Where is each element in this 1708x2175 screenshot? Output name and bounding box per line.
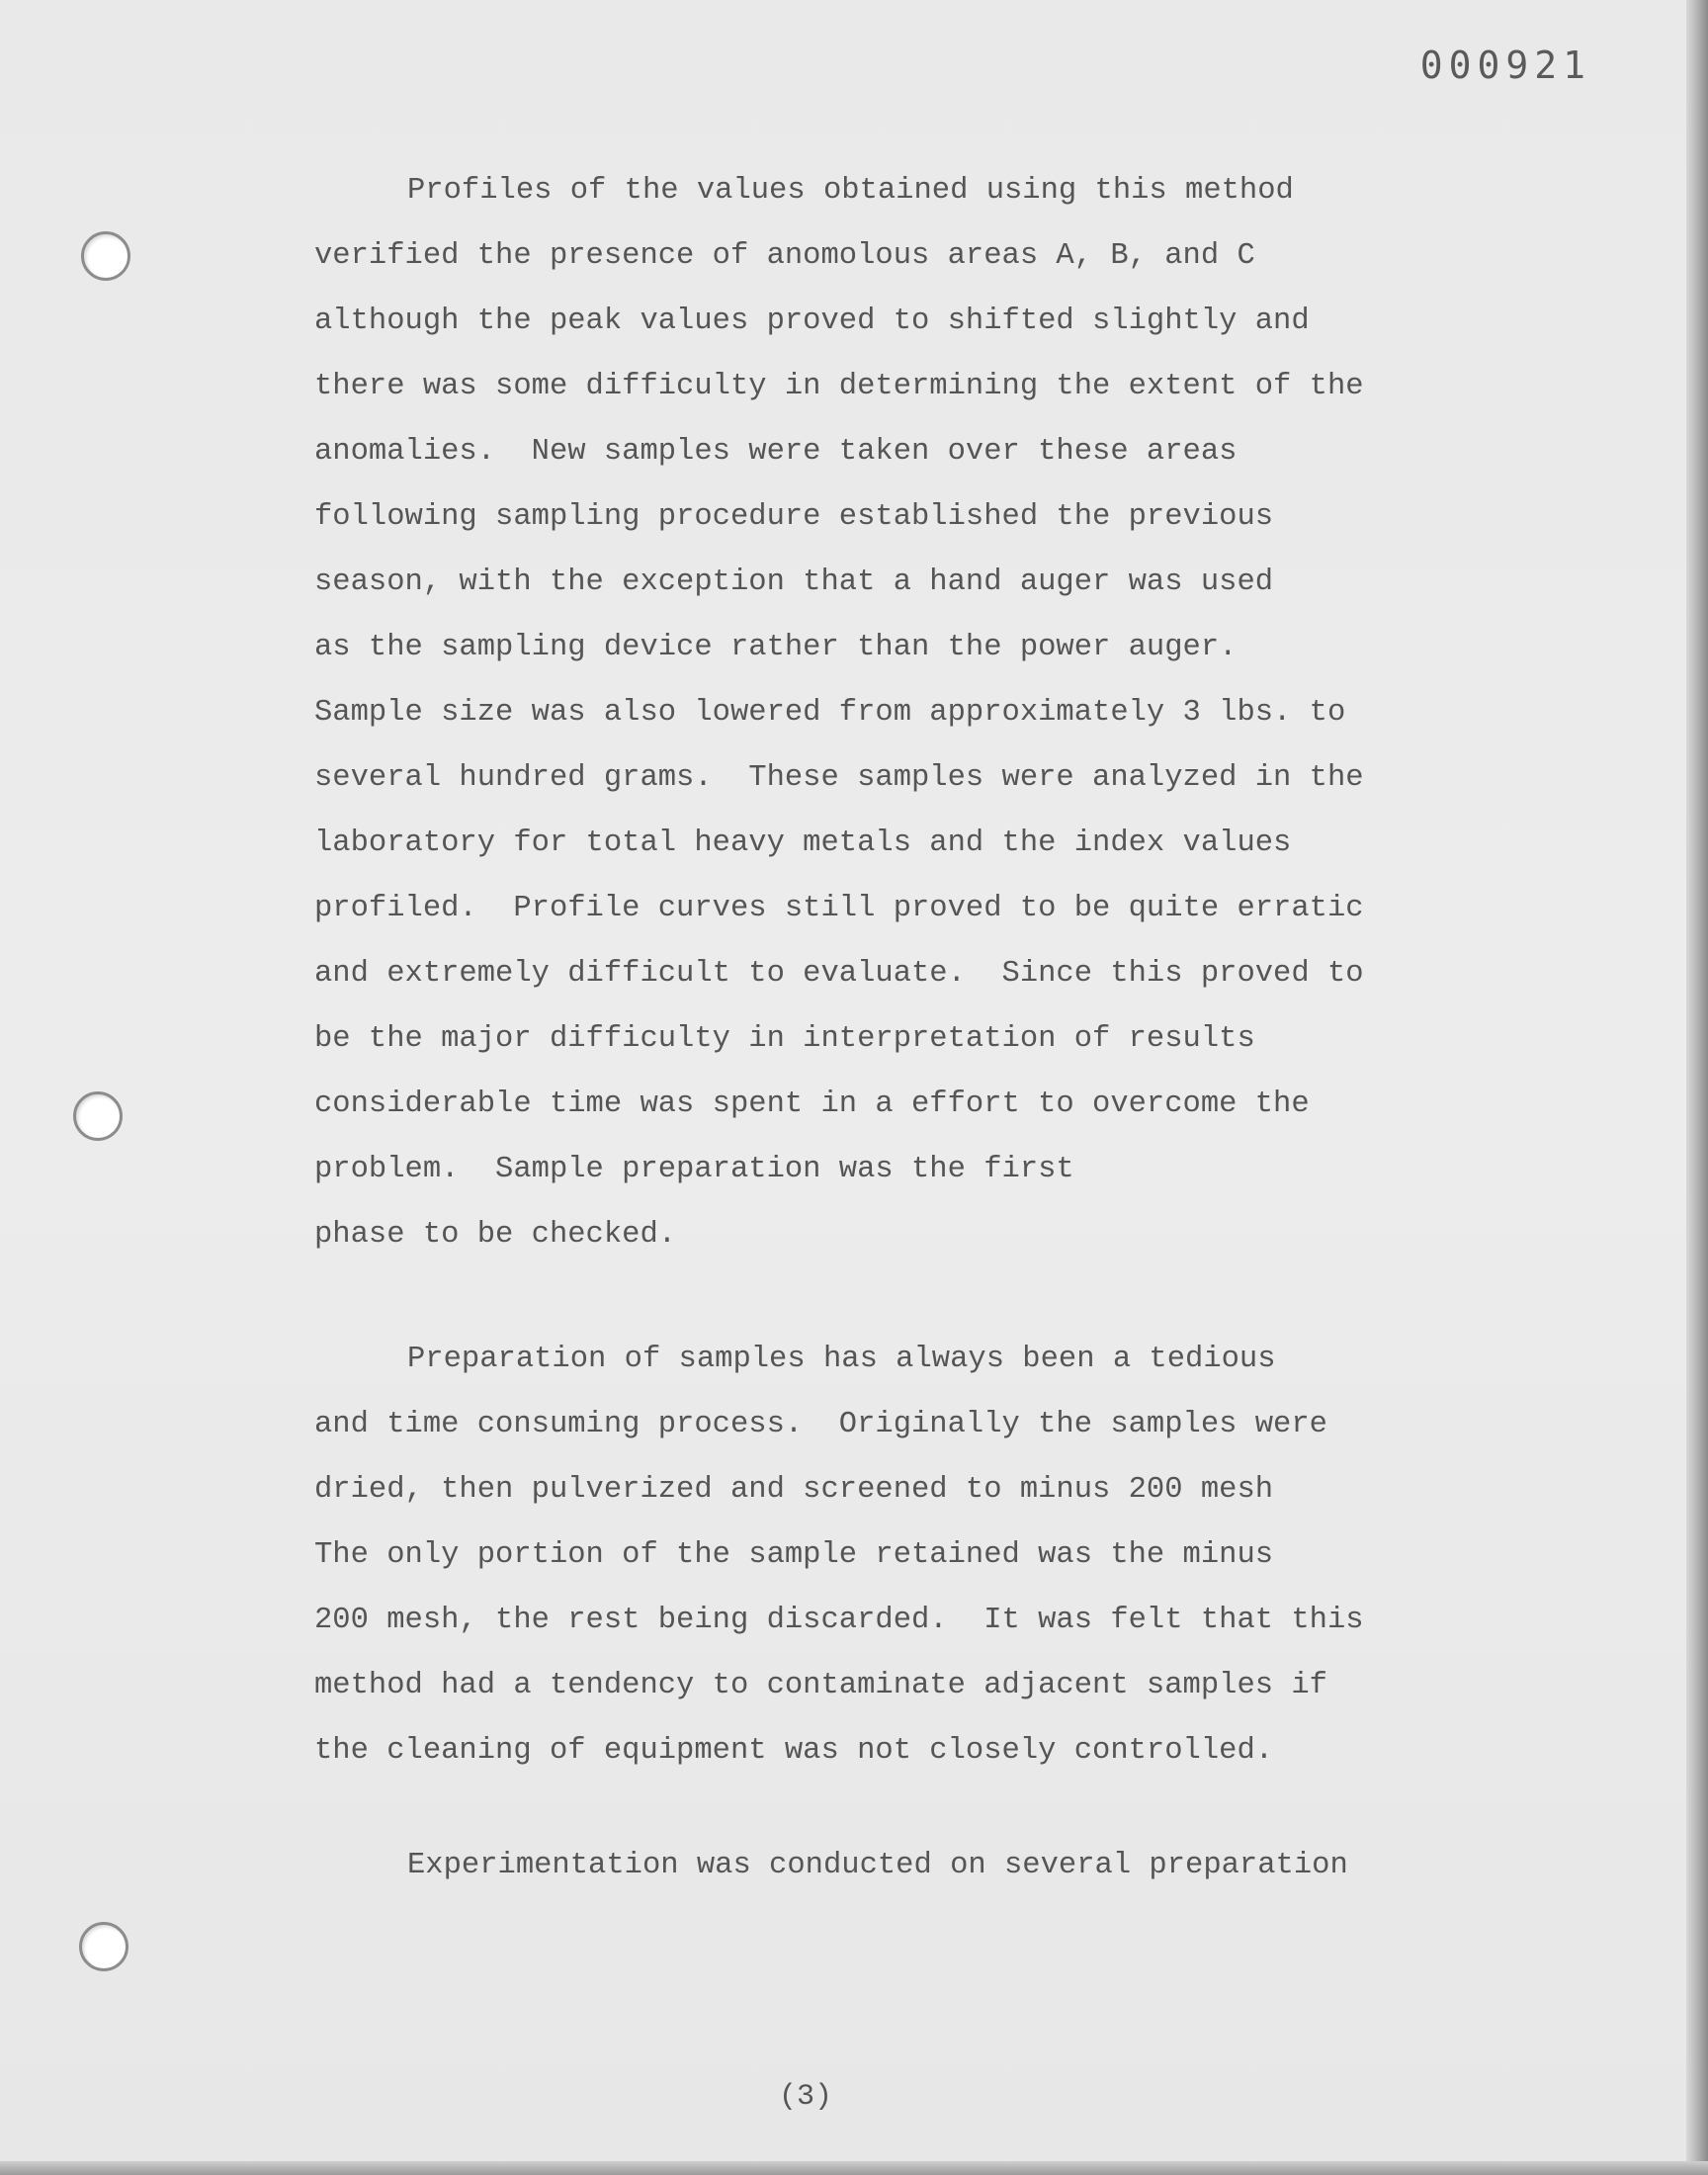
paragraph-3 [314,1833,1481,1898]
paragraph-1 [314,158,1481,1267]
text-line: season, with the exception that a hand auger was used [314,566,1274,599]
text-line: problem. Sample preparation was the first [314,1153,1074,1186]
page-number: (3) [779,2080,833,2114]
text-line: The only portion of the sample retained was the minus [314,1538,1274,1572]
text-line: dried, then pulverized and screened to minus 200 mesh [314,1473,1274,1507]
text-line: laboratory for total heavy metals and the index values [314,826,1292,860]
text-line: Profiles of the values obtained using this method [407,174,1294,208]
text-line: Sample size was also lowered from approximately 3 lbs. to [314,696,1346,730]
page-edge-shadow [0,2161,1708,2175]
text-line: verified the presence of anomolous areas A, B, and C [314,239,1255,273]
text-line: the cleaning of equipment was not closely controlled. [314,1734,1274,1768]
text-line: as the sampling device rather than the power auger. [314,631,1238,664]
punch-hole-bottom [79,1922,128,1971]
text-line: Experimentation was conducted on several preparation [407,1849,1348,1882]
paragraph-gap [314,1267,1481,1327]
text-line: Preparation of samples has always been a tedious [407,1343,1276,1376]
text-line: there was some difficulty in determining the extent of the [314,370,1364,403]
paragraph-gap [314,1784,1481,1833]
page-edge-shadow [1686,0,1708,2175]
text-line: considerable time was spent in a effort to overcome the [314,1088,1310,1121]
text-line: and extremely difficult to evaluate. Since this proved to [314,957,1364,991]
text-line: anomalies. New samples were taken over these areas [314,435,1238,469]
text-line: profiled. Profile curves still proved to be quite erratic [314,892,1364,925]
paragraph-2 [314,1327,1481,1784]
text-line: although the peak values proved to shifted slightly and [314,304,1310,338]
text-line: phase to be checked. [314,1218,677,1252]
text-line: following sampling procedure established the previous [314,500,1274,534]
body-text [314,158,1481,1898]
text-line: 200 mesh, the rest being discarded. It was felt that this [314,1604,1364,1637]
text-line: be the major difficulty in interpretation of results [314,1022,1255,1056]
document-number: 000921 [1419,44,1591,87]
text-line: and time consuming process. Originally the samples were [314,1408,1327,1441]
punch-hole-top [81,231,130,281]
text-line: several hundred grams. These samples were analyzed in the [314,761,1364,795]
text-line: method had a tendency to contaminate adjacent samples if [314,1669,1327,1702]
punch-hole-middle [73,1091,123,1141]
